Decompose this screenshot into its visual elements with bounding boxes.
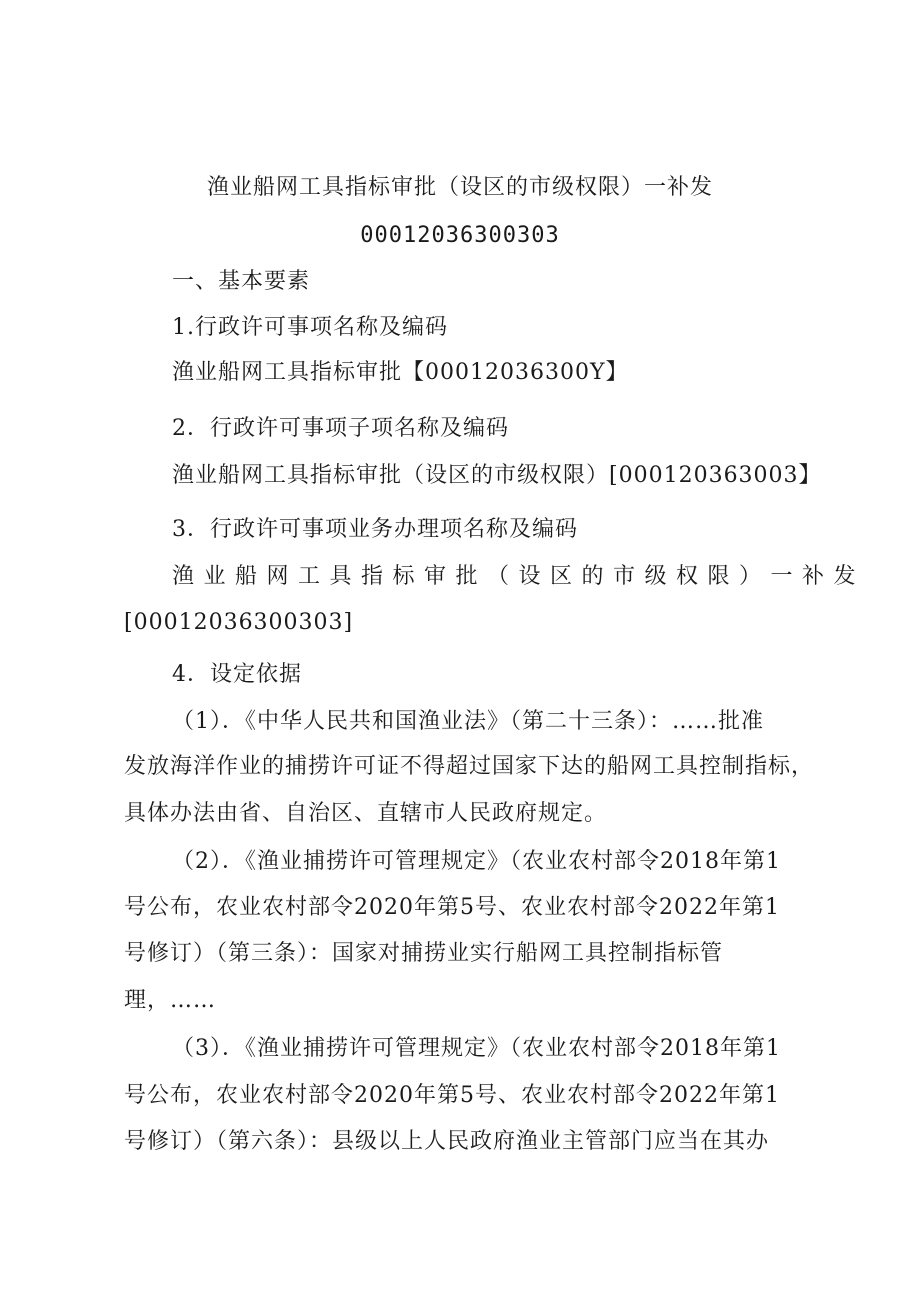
- basis-1-line1: （1）．《中华人民共和国渔业法》（第二十三条）：……批准: [172, 709, 764, 734]
- section-basic-elements: 一、基本要素: [172, 269, 311, 294]
- item-3-value-line2: [00012036300303]: [124, 610, 354, 635]
- item-4-title: 4．设定依据: [172, 662, 302, 687]
- document-code: 00012036300303: [360, 223, 560, 248]
- item-2-value: 渔业船网工具指标审批（设区的市级权限）[000120363003】: [172, 463, 822, 488]
- basis-2-line3: 号修订）（第三条）：国家对捕捞业实行船网工具控制指标管: [124, 941, 724, 966]
- item-3-title: 3．行政许可事项业务办理项名称及编码: [172, 517, 578, 542]
- basis-1-line3: 具体办法由省、自治区、直辖市人民政府规定。: [124, 801, 608, 826]
- item-3-value-line1: 渔业船网工具指标审批（设区的市级权限）一补发: [172, 564, 866, 589]
- document-title: 渔业船网工具指标审批（设区的市级权限）一补发: [206, 175, 713, 200]
- basis-3-line3: 号修订）（第六条）：县级以上人民政府渔业主管部门应当在其办: [124, 1129, 770, 1154]
- basis-3-line1: （3）．《渔业捕捞许可管理规定》（农业农村部令2018年第1: [172, 1036, 781, 1061]
- basis-2-line2: 号公布，农业农村部令2020年第5号、农业农村部令2022年第1: [124, 895, 780, 920]
- item-2-title: 2．行政许可事项子项名称及编码: [172, 416, 509, 441]
- item-1-value: 渔业船网工具指标审批【00012036300Y】: [172, 360, 629, 385]
- item-1-title: 1.行政许可事项名称及编码: [172, 315, 448, 340]
- basis-3-line2: 号公布，农业农村部令2020年第5号、农业农村部令2022年第1: [124, 1083, 780, 1108]
- basis-2-line1: （2）．《渔业捕捞许可管理规定》（农业农村部令2018年第1: [172, 849, 781, 874]
- basis-2-line4: 理，……: [124, 988, 217, 1013]
- basis-1-line2: 发放海洋作业的捕捞许可证不得超过国家下达的船网工具控制指标，: [124, 754, 815, 779]
